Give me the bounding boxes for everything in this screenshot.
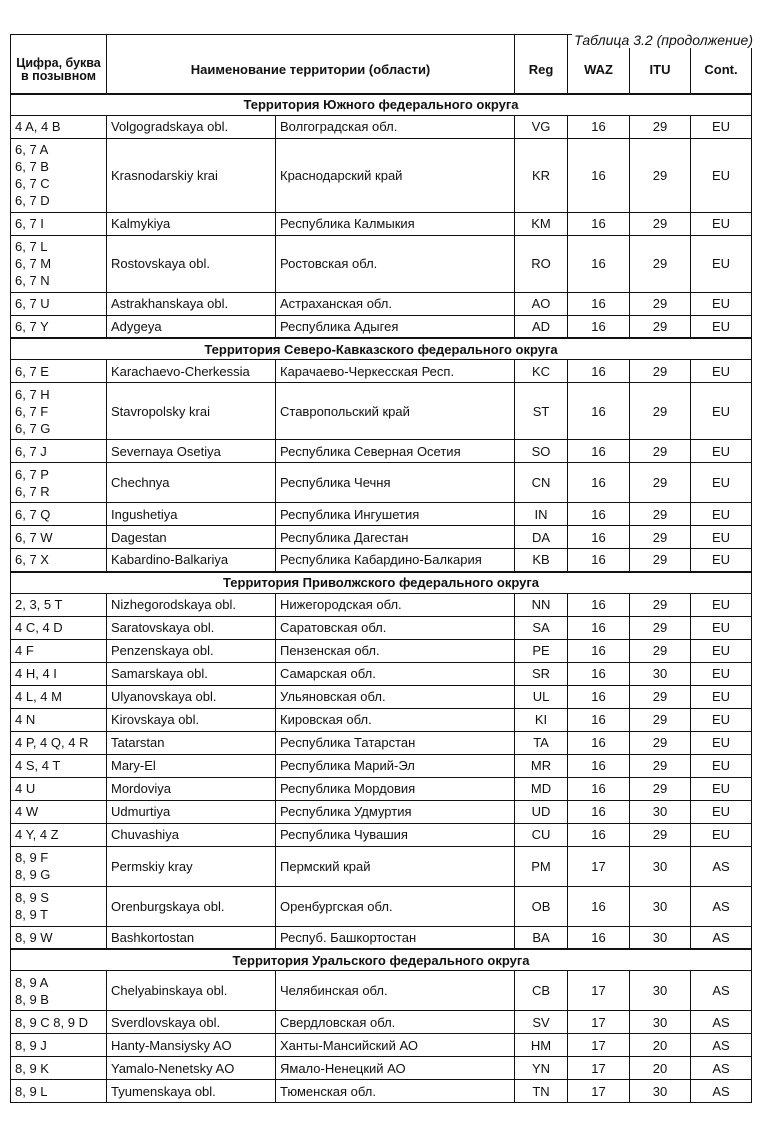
waz-zone: 16: [568, 235, 630, 292]
reg-code: CN: [515, 463, 568, 503]
reg-code: PM: [515, 846, 568, 886]
reg-code: UD: [515, 800, 568, 823]
reg-code: UL: [515, 685, 568, 708]
callsign-code: 8, 9 C 8, 9 D: [11, 1011, 107, 1034]
callsign-code: 4 H, 4 I: [11, 662, 107, 685]
reg-code: PE: [515, 639, 568, 662]
callsign-code: 4 P, 4 Q, 4 R: [11, 731, 107, 754]
territory-name-en: Chechnya: [107, 463, 276, 503]
continent: EU: [691, 526, 752, 549]
callsign-code: 4 A, 4 B: [11, 115, 107, 138]
territory-name-ru: Республика Северная Осетия: [276, 440, 515, 463]
reg-code: RO: [515, 235, 568, 292]
section-title: Территория Приволжского федерального округа: [11, 572, 752, 594]
waz-zone: 17: [568, 1080, 630, 1103]
table-row: [11, 1057, 752, 1080]
territory-name-ru: Тюменская обл.: [276, 1080, 515, 1103]
territory-name-en: Orenburgskaya obl.: [107, 886, 276, 926]
territory-name-ru: Краснодарский край: [276, 138, 515, 212]
itu-zone: 29: [630, 115, 691, 138]
waz-zone: 16: [568, 440, 630, 463]
continent: EU: [691, 616, 752, 639]
itu-zone: 30: [630, 846, 691, 886]
reg-code: CB: [515, 971, 568, 1011]
table-row: [11, 616, 752, 639]
itu-zone: 29: [630, 823, 691, 846]
itu-zone: 30: [630, 800, 691, 823]
table-row: [11, 685, 752, 708]
reg-code: KM: [515, 212, 568, 235]
callsign-code: 6, 7 E: [11, 360, 107, 383]
table-row: [11, 1034, 752, 1057]
callsign-code: 6, 7 H 6, 7 F 6, 7 G: [11, 383, 107, 440]
header-reg: Reg: [515, 35, 568, 94]
callsign-code: 8, 9 L: [11, 1080, 107, 1103]
callsign-code: 6, 7 W: [11, 526, 107, 549]
territory-name-en: Bashkortostan: [107, 926, 276, 949]
table-row: [11, 971, 752, 1011]
itu-zone: 30: [630, 926, 691, 949]
territory-name-ru: Карачаево-Черкесская Респ.: [276, 360, 515, 383]
section-row: [11, 94, 752, 116]
continent: EU: [691, 360, 752, 383]
territory-name-en: Adygeya: [107, 315, 276, 338]
territory-name-ru: Респуб. Башкортостан: [276, 926, 515, 949]
territory-name-en: Ingushetiya: [107, 503, 276, 526]
reg-code: TA: [515, 731, 568, 754]
header-code: Цифра, буква в позывном: [11, 35, 107, 94]
table-row: [11, 662, 752, 685]
itu-zone: 29: [630, 360, 691, 383]
territory-name-en: Mordoviya: [107, 777, 276, 800]
table-row: [11, 440, 752, 463]
itu-zone: 30: [630, 1080, 691, 1103]
callsign-code: 6, 7 A 6, 7 B 6, 7 C 6, 7 D: [11, 138, 107, 212]
section-title: Территория Уральского федерального округа: [11, 949, 752, 971]
continent: EU: [691, 292, 752, 315]
table-row: [11, 754, 752, 777]
callsign-code: 2, 3, 5 T: [11, 593, 107, 616]
table-row: [11, 138, 752, 212]
territory-name-en: Stavropolsky krai: [107, 383, 276, 440]
header-territory-name: Наименование территории (области): [107, 35, 515, 94]
callsign-code: 8, 9 A 8, 9 B: [11, 971, 107, 1011]
waz-zone: 16: [568, 754, 630, 777]
waz-zone: 16: [568, 685, 630, 708]
territory-name-ru: Саратовская обл.: [276, 616, 515, 639]
territory-name-en: Ulyanovskaya obl.: [107, 685, 276, 708]
continent: AS: [691, 1057, 752, 1080]
territory-name-ru: Республика Марий-Эл: [276, 754, 515, 777]
territory-name-ru: Республика Дагестан: [276, 526, 515, 549]
reg-code: SO: [515, 440, 568, 463]
waz-zone: 16: [568, 138, 630, 212]
territory-name-ru: Пермский край: [276, 846, 515, 886]
territory-name-en: Krasnodarskiy krai: [107, 138, 276, 212]
reg-code: IN: [515, 503, 568, 526]
continent: EU: [691, 593, 752, 616]
table-row: [11, 383, 752, 440]
itu-zone: 29: [630, 440, 691, 463]
reg-code: NN: [515, 593, 568, 616]
waz-zone: 17: [568, 1057, 630, 1080]
reg-code: KR: [515, 138, 568, 212]
itu-zone: 29: [630, 731, 691, 754]
section-title: Территория Южного федерального округа: [11, 94, 752, 116]
territory-name-ru: Челябинская обл.: [276, 971, 515, 1011]
territory-name-en: Mary-El: [107, 754, 276, 777]
continent: EU: [691, 662, 752, 685]
itu-zone: 20: [630, 1034, 691, 1057]
territory-name-ru: Кировская обл.: [276, 708, 515, 731]
callsign-code: 4 C, 4 D: [11, 616, 107, 639]
territory-name-en: Rostovskaya obl.: [107, 235, 276, 292]
itu-zone: 29: [630, 212, 691, 235]
table-row: [11, 1080, 752, 1103]
continent: EU: [691, 115, 752, 138]
waz-zone: 17: [568, 1011, 630, 1034]
territory-name-ru: Астраханская обл.: [276, 292, 515, 315]
callsign-code: 4 W: [11, 800, 107, 823]
itu-zone: 29: [630, 777, 691, 800]
callsign-code: 6, 7 J: [11, 440, 107, 463]
table-row: [11, 731, 752, 754]
waz-zone: 17: [568, 846, 630, 886]
continent: AS: [691, 846, 752, 886]
itu-zone: 30: [630, 662, 691, 685]
territory-name-en: Astrakhanskaya obl.: [107, 292, 276, 315]
waz-zone: 16: [568, 593, 630, 616]
callsign-code: 6, 7 P 6, 7 R: [11, 463, 107, 503]
callsign-code: 8, 9 W: [11, 926, 107, 949]
territory-name-en: Chelyabinskaya obl.: [107, 971, 276, 1011]
continent: EU: [691, 731, 752, 754]
continent: EU: [691, 503, 752, 526]
territory-name-en: Samarskaya obl.: [107, 662, 276, 685]
territory-name-en: Tyumenskaya obl.: [107, 1080, 276, 1103]
itu-zone: 29: [630, 235, 691, 292]
table-row: [11, 315, 752, 338]
callsign-code: 4 F: [11, 639, 107, 662]
itu-zone: 20: [630, 1057, 691, 1080]
continent: AS: [691, 886, 752, 926]
itu-zone: 30: [630, 1011, 691, 1034]
reg-code: KB: [515, 549, 568, 572]
continent: EU: [691, 212, 752, 235]
callsign-code: 4 N: [11, 708, 107, 731]
territory-name-en: Permskiy kray: [107, 846, 276, 886]
waz-zone: 16: [568, 526, 630, 549]
callsign-code: 8, 9 F 8, 9 G: [11, 846, 107, 886]
section-row: [11, 338, 752, 360]
itu-zone: 29: [630, 708, 691, 731]
continent: EU: [691, 549, 752, 572]
territory-name-en: Sverdlovskaya obl.: [107, 1011, 276, 1034]
continent: EU: [691, 708, 752, 731]
waz-zone: 16: [568, 212, 630, 235]
waz-zone: 16: [568, 800, 630, 823]
callsign-code: 4 S, 4 T: [11, 754, 107, 777]
waz-zone: 16: [568, 549, 630, 572]
territory-name-en: Dagestan: [107, 526, 276, 549]
table-row: [11, 212, 752, 235]
waz-zone: 16: [568, 662, 630, 685]
territory-name-en: Kirovskaya obl.: [107, 708, 276, 731]
section-row: [11, 949, 752, 971]
table-row: [11, 800, 752, 823]
itu-zone: 29: [630, 526, 691, 549]
reg-code: HM: [515, 1034, 568, 1057]
table-row: [11, 1011, 752, 1034]
territory-name-ru: Нижегородская обл.: [276, 593, 515, 616]
callsign-code: 8, 9 K: [11, 1057, 107, 1080]
table-row: [11, 593, 752, 616]
continent: AS: [691, 1034, 752, 1057]
territory-name-en: Penzenskaya obl.: [107, 639, 276, 662]
continent: EU: [691, 639, 752, 662]
territory-table: [10, 34, 752, 1103]
waz-zone: 16: [568, 731, 630, 754]
callsign-code: 8, 9 S 8, 9 T: [11, 886, 107, 926]
section-row: [11, 572, 752, 594]
continent: AS: [691, 926, 752, 949]
table-row: [11, 708, 752, 731]
territory-name-ru: Республика Татарстан: [276, 731, 515, 754]
callsign-code: 4 U: [11, 777, 107, 800]
territory-name-en: Nizhegorodskaya obl.: [107, 593, 276, 616]
waz-zone: 16: [568, 383, 630, 440]
itu-zone: 29: [630, 503, 691, 526]
continent: EU: [691, 777, 752, 800]
territory-name-ru: Ульяновская обл.: [276, 685, 515, 708]
continent: EU: [691, 800, 752, 823]
territory-name-ru: Республика Адыгея: [276, 315, 515, 338]
table-caption: Таблица 3.2 (продолжение): [574, 32, 753, 48]
territory-name-en: Tatarstan: [107, 731, 276, 754]
reg-code: CU: [515, 823, 568, 846]
reg-code: SA: [515, 616, 568, 639]
callsign-code: 6, 7 I: [11, 212, 107, 235]
table-row: [11, 777, 752, 800]
territory-name-ru: Ханты-Мансийский АО: [276, 1034, 515, 1057]
territory-name-ru: Пензенская обл.: [276, 639, 515, 662]
continent: EU: [691, 685, 752, 708]
territory-name-ru: Ставропольский край: [276, 383, 515, 440]
reg-code: MR: [515, 754, 568, 777]
itu-zone: 29: [630, 639, 691, 662]
territory-name-ru: Оренбургская обл.: [276, 886, 515, 926]
reg-code: BA: [515, 926, 568, 949]
waz-zone: 16: [568, 292, 630, 315]
table-row: [11, 463, 752, 503]
reg-code: OB: [515, 886, 568, 926]
table-row: [11, 526, 752, 549]
reg-code: KI: [515, 708, 568, 731]
territory-name-en: Yamalo-Nenetsky AO: [107, 1057, 276, 1080]
table-row: [11, 292, 752, 315]
waz-zone: 16: [568, 639, 630, 662]
table-row: [11, 846, 752, 886]
continent: AS: [691, 1011, 752, 1034]
table-row: [11, 503, 752, 526]
continent: EU: [691, 235, 752, 292]
reg-code: KC: [515, 360, 568, 383]
callsign-code: 6, 7 Q: [11, 503, 107, 526]
waz-zone: 16: [568, 503, 630, 526]
reg-code: YN: [515, 1057, 568, 1080]
section-title: Территория Северо-Кавказского федерального округа: [11, 338, 752, 360]
territory-name-ru: Республика Мордовия: [276, 777, 515, 800]
waz-zone: 16: [568, 886, 630, 926]
waz-zone: 16: [568, 315, 630, 338]
table-row: [11, 823, 752, 846]
itu-zone: 29: [630, 616, 691, 639]
itu-zone: 29: [630, 138, 691, 212]
itu-zone: 29: [630, 315, 691, 338]
itu-zone: 29: [630, 292, 691, 315]
waz-zone: 16: [568, 463, 630, 503]
callsign-code: 8, 9 J: [11, 1034, 107, 1057]
table-row: [11, 549, 752, 572]
territory-name-ru: Республика Кабардино-Балкария: [276, 549, 515, 572]
table-body: [11, 94, 752, 1103]
territory-name-ru: Ямало-Ненецкий АО: [276, 1057, 515, 1080]
territory-name-en: Severnaya Osetiya: [107, 440, 276, 463]
waz-zone: 16: [568, 823, 630, 846]
reg-code: AD: [515, 315, 568, 338]
territory-name-ru: Свердловская обл.: [276, 1011, 515, 1034]
reg-code: SV: [515, 1011, 568, 1034]
territory-name-ru: Самарская обл.: [276, 662, 515, 685]
continent: EU: [691, 823, 752, 846]
callsign-code: 6, 7 Y: [11, 315, 107, 338]
callsign-code: 4 L, 4 M: [11, 685, 107, 708]
continent: EU: [691, 463, 752, 503]
reg-code: SR: [515, 662, 568, 685]
itu-zone: 29: [630, 383, 691, 440]
territory-name-ru: Республика Чечня: [276, 463, 515, 503]
itu-zone: 29: [630, 754, 691, 777]
reg-code: AO: [515, 292, 568, 315]
itu-zone: 30: [630, 971, 691, 1011]
territory-name-en: Udmurtiya: [107, 800, 276, 823]
table-row: [11, 360, 752, 383]
territory-name-ru: Республика Ингушетия: [276, 503, 515, 526]
territory-name-en: Saratovskaya obl.: [107, 616, 276, 639]
table-row: [11, 639, 752, 662]
callsign-code: 4 Y, 4 Z: [11, 823, 107, 846]
reg-code: MD: [515, 777, 568, 800]
territory-name-ru: Республика Удмуртия: [276, 800, 515, 823]
continent: AS: [691, 1080, 752, 1103]
header-itu: ITU: [630, 35, 691, 94]
territory-name-en: Karachaevo-Cherkessia: [107, 360, 276, 383]
territory-name-en: Hanty-Mansiysky AO: [107, 1034, 276, 1057]
territory-name-ru: Ростовская обл.: [276, 235, 515, 292]
territory-name-en: Chuvashiya: [107, 823, 276, 846]
itu-zone: 29: [630, 549, 691, 572]
callsign-code: 6, 7 L 6, 7 M 6, 7 N: [11, 235, 107, 292]
itu-zone: 30: [630, 886, 691, 926]
territory-name-en: Kabardino-Balkariya: [107, 549, 276, 572]
waz-zone: 16: [568, 115, 630, 138]
table-row: [11, 115, 752, 138]
header-cont: Cont.: [691, 35, 752, 94]
header-waz: WAZ: [568, 35, 630, 94]
callsign-code: 6, 7 U: [11, 292, 107, 315]
waz-zone: 16: [568, 926, 630, 949]
territory-name-ru: Волгоградская обл.: [276, 115, 515, 138]
continent: EU: [691, 754, 752, 777]
itu-zone: 29: [630, 463, 691, 503]
reg-code: DA: [515, 526, 568, 549]
waz-zone: 16: [568, 777, 630, 800]
waz-zone: 17: [568, 971, 630, 1011]
continent: AS: [691, 971, 752, 1011]
reg-code: TN: [515, 1080, 568, 1103]
continent: EU: [691, 315, 752, 338]
continent: EU: [691, 138, 752, 212]
continent: EU: [691, 440, 752, 463]
waz-zone: 16: [568, 616, 630, 639]
territory-name-ru: Республика Чувашия: [276, 823, 515, 846]
continent: EU: [691, 383, 752, 440]
itu-zone: 29: [630, 685, 691, 708]
itu-zone: 29: [630, 593, 691, 616]
table-row: [11, 235, 752, 292]
reg-code: VG: [515, 115, 568, 138]
waz-zone: 17: [568, 1034, 630, 1057]
territory-name-en: Kalmykiya: [107, 212, 276, 235]
territory-name-en: Volgogradskaya obl.: [107, 115, 276, 138]
waz-zone: 16: [568, 708, 630, 731]
territory-name-ru: Республика Калмыкия: [276, 212, 515, 235]
waz-zone: 16: [568, 360, 630, 383]
reg-code: ST: [515, 383, 568, 440]
table-row: [11, 886, 752, 926]
callsign-code: 6, 7 X: [11, 549, 107, 572]
table-row: [11, 926, 752, 949]
